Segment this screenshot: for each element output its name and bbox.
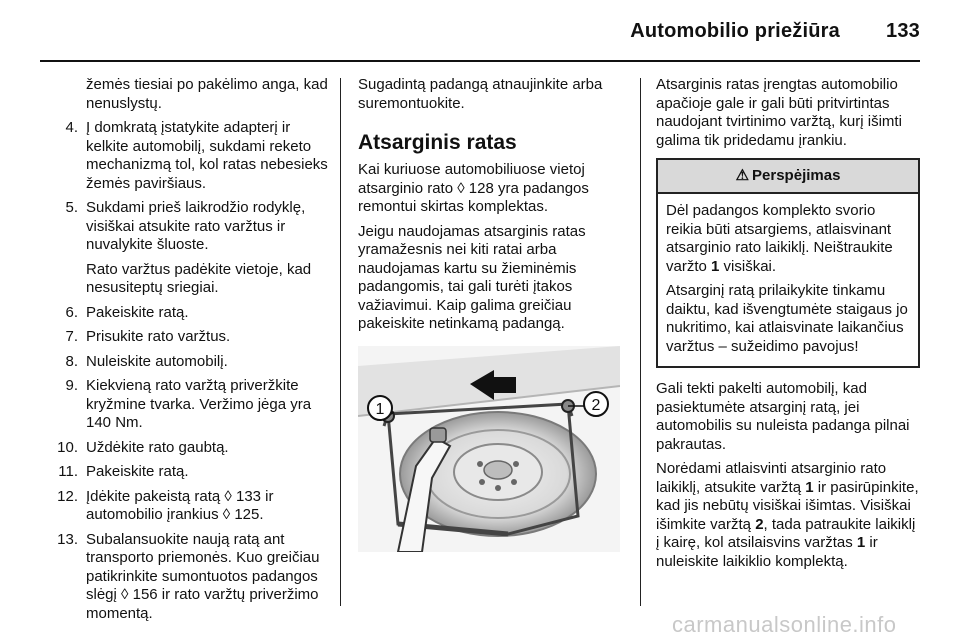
step-number: 12. [57, 487, 78, 505]
bolt-ref: 2 [755, 515, 764, 533]
watermark: carmanualsonline.info [672, 612, 897, 637]
text-run: ir nuleiskite laikiklio komplektą. [656, 534, 878, 570]
step-number: 10. [57, 438, 78, 456]
list-item [40, 328, 330, 347]
spare-wheel-illustration [358, 346, 620, 552]
column-right [656, 76, 920, 577]
step-text: Kiekvieną rato varžtą priveržkite kryžmine tvarka. Veržimo jėga yra 140 Nm. [86, 377, 312, 431]
warning-text: visiškai. [719, 257, 777, 275]
list-item [40, 261, 330, 298]
callout-1-label: 1 [375, 401, 385, 418]
list-item [40, 353, 330, 372]
step-text: Rato varžtus padėkite vietoje, kad nesusiteptų sriegiai. [86, 260, 312, 296]
bolt-ref: 1 [805, 478, 814, 496]
list-item [40, 463, 330, 482]
step-number: 9. [65, 377, 78, 394]
warning-icon: ⚠ [735, 167, 750, 184]
paragraph: Atsarginis ratas įrengtas automobilio apačioje gale ir gali būti pritvirtintas naudojant tvirtinimo varžtą, kurį išimti galima tik pridedamu įrankiu. [656, 76, 902, 149]
page-number: 133 [886, 20, 920, 42]
column-middle [358, 76, 626, 340]
warning-box [656, 158, 920, 368]
column-divider [340, 78, 341, 606]
warning-title: Perspėjimas [752, 167, 841, 184]
step-number: 4. [65, 119, 78, 136]
step-text: Subalansuokite naują ratą ant transporto priemonės. Kuo greičiau patikrinkite sumontuotos padangos slėgį ◊ 156 ir rato varžtų priveržimo momentą. [86, 530, 320, 622]
list-item [40, 119, 330, 193]
step-text: Prisukite rato varžtus. [86, 328, 231, 345]
lug-hole [477, 461, 483, 467]
paragraph: Gali tekti pakelti automobilį, kad pasiektumėte atsarginį ratą, jei automobilis su nuleista padanga pilnai pakrautas. [656, 380, 910, 453]
list-item [40, 199, 330, 255]
steps-list [40, 119, 330, 623]
step-number: 5. [65, 199, 78, 216]
lug-hole [511, 479, 517, 485]
step-text: Įdėkite pakeistą ratą ◊ 133 ir automobilio įrankius ◊ 125. [86, 487, 274, 523]
column-divider [640, 78, 641, 606]
warning-header [658, 160, 918, 194]
list-item [40, 439, 330, 458]
step-text: Sukdami prieš laikrodžio rodyklę, visiškai atsukite rato varžtus ir nuvalykite šluoste. [86, 199, 306, 253]
lug-hole [495, 485, 501, 491]
text-run: ir pasirūpinkite, kad jis nebūtų visiškai išimtas. Visiškai išimkite varžtą [656, 478, 919, 533]
section-heading: Atsarginis ratas [358, 131, 517, 154]
bolt-ref: 1 [711, 257, 720, 275]
step-text: Nuleiskite automobilį. [86, 352, 228, 370]
step-number: 6. [65, 303, 78, 321]
callout-2-label: 2 [591, 397, 601, 414]
column-left [40, 76, 330, 629]
list-item [40, 377, 330, 433]
step-text: Į domkratą įstatykite adapterį ir kelkite automobilį, sukdami reketo mechanizmą tol, kol ratas nebesieks žemės paviršiaus. [86, 119, 328, 192]
text-run: , tada patraukite laikiklį į kairę, kol atsilaisvins varžtas [656, 515, 916, 551]
list-item [40, 304, 330, 323]
warning-text: Dėl padangos komplekto svorio reikia būti atsargiems, atlaisvinant atsarginio rato laikiklį. Neištraukite varžto [666, 202, 893, 275]
lug-hole [479, 479, 485, 485]
header-rule [40, 60, 920, 62]
bolt-ref: 1 [856, 534, 866, 551]
text-run: Norėdami atlaisvinti atsarginio rato laikiklį, atsukite varžtą [656, 460, 887, 496]
warning-body [658, 194, 918, 366]
paragraph: Kai kuriuose automobiliuose vietoj atsarginio rato ◊ 128 yra padangos remontui skirtas komplektas. [358, 161, 589, 215]
intro-paragraph: Sugadintą padangą atnaujinkite arba suremontuokite. [358, 76, 603, 112]
paragraph [656, 460, 920, 571]
wheel-hub [484, 461, 512, 479]
wrench-socket [430, 428, 446, 442]
step-text: Pakeiskite ratą. [86, 303, 189, 321]
step-text: Pakeiskite ratą. [86, 463, 189, 480]
list-item [40, 488, 330, 525]
step-text: Uždėkite rato gaubtą. [86, 438, 229, 456]
warning-paragraph [666, 202, 910, 276]
list-item [40, 531, 330, 624]
page-header [0, 0, 960, 64]
step-number: 13. [57, 530, 78, 548]
step-number: 7. [65, 328, 78, 345]
warning-paragraph: Atsarginį ratą prilaikykite tinkamu daiktu, kad išvengtumėte staigaus jo nukritimo, kai atlaisvinate laikančius varžtus – sužeidimo pavojus! [666, 282, 908, 355]
paragraph: Jeigu naudojamas atsarginis ratas yramažesnis nei kiti ratai arba naudojamas kartu su žieminėmis padangomis, tai gali turėti įtakos važiavimui. Kaip galima greičiau pakeiskite netinkamą padangą. [358, 222, 586, 332]
section-title: Automobilio priežiūra [630, 20, 840, 42]
lug-hole [513, 461, 519, 467]
page-header-title [630, 20, 920, 43]
step-number: 11. [58, 463, 78, 480]
step-number: 8. [65, 352, 78, 370]
continued-text: žemės tiesiai po pakėlimo anga, kad nenuslystų. [86, 76, 328, 112]
